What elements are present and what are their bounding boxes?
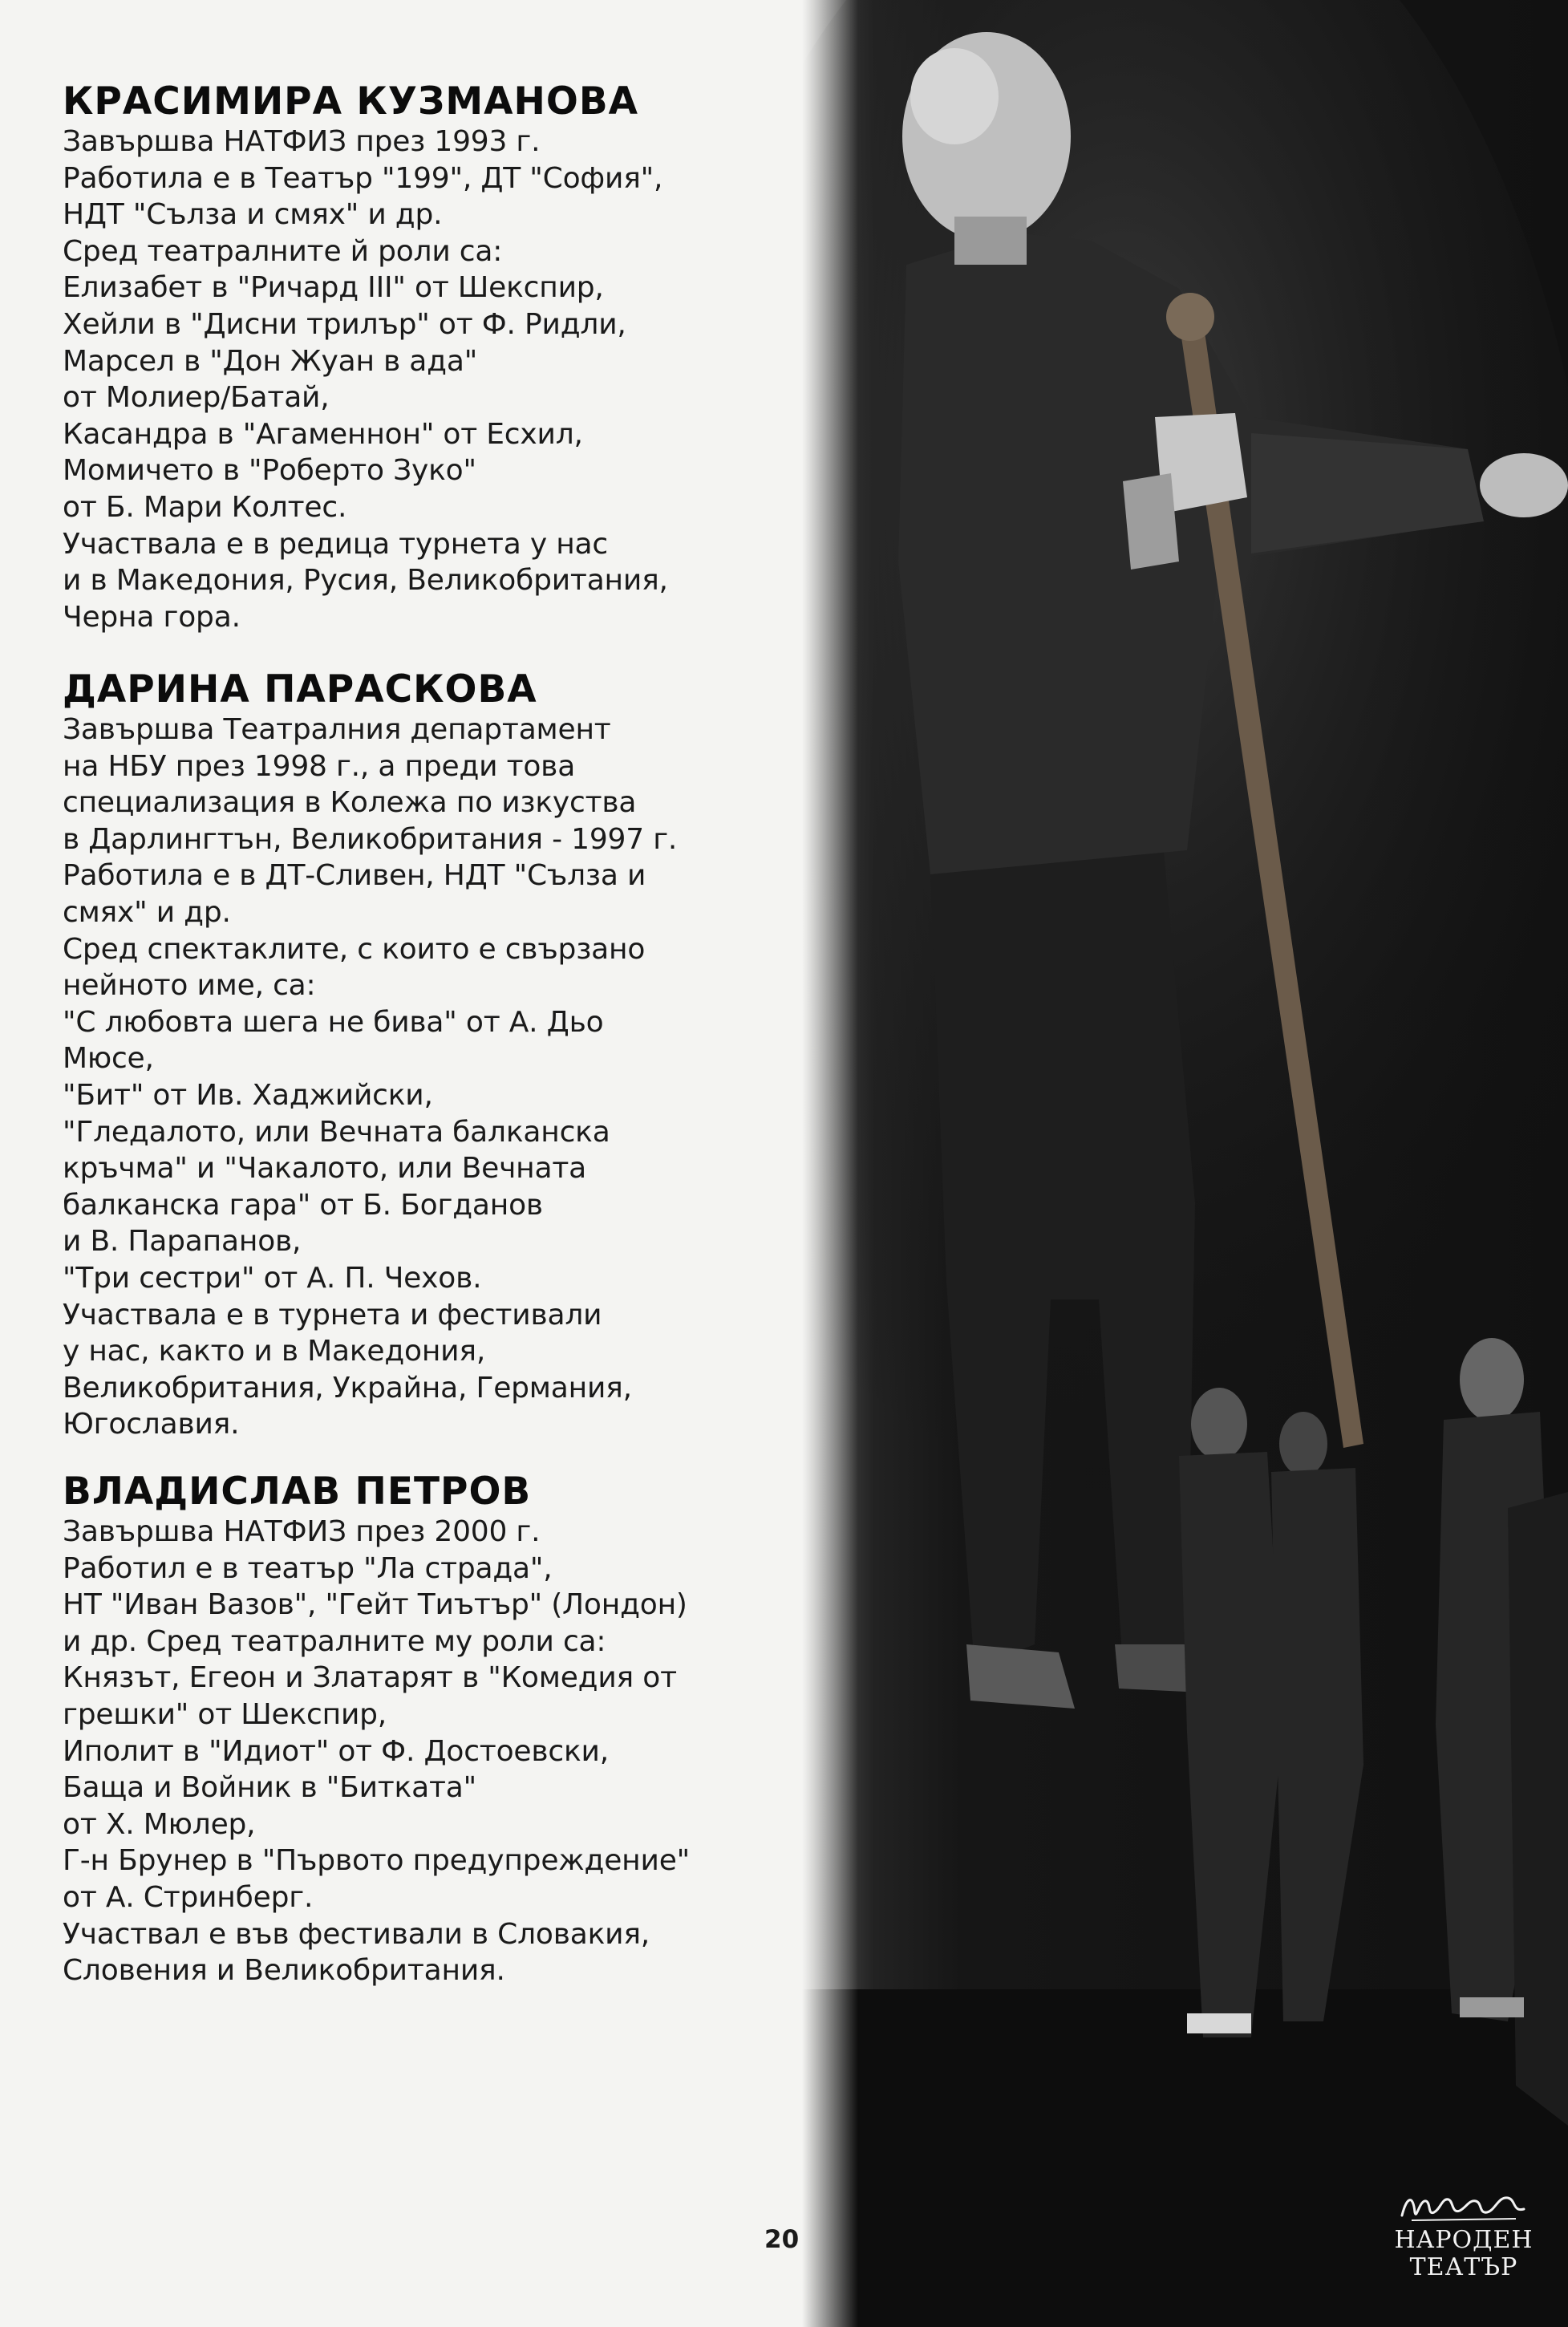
- bio-line: и в Македония, Русия, Великобритания,: [63, 564, 668, 598]
- bio-line: и др. Сред театралните му роли са:: [63, 1624, 606, 1658]
- bio-section-3: [63, 1470, 784, 1989]
- bio-line: Момичето в "Роберто Зуко": [63, 454, 476, 488]
- bio-line: Участвал е във фестивали в Словакия,: [63, 1917, 650, 1951]
- bio-line: Черна гора.: [63, 600, 241, 634]
- bio-line: Великобритания, Украйна, Германия,: [63, 1371, 632, 1405]
- bio-line: специализация в Колежа по изкуства: [63, 786, 637, 820]
- bio-line: Касандра в "Агаменнон" от Есхил,: [63, 417, 583, 451]
- bio-line: и В. Парапанов,: [63, 1225, 302, 1259]
- bio-line: Марсел в "Дон Жуан в ада": [63, 344, 478, 378]
- bio-line: в Дарлингтън, Великобритания - 1997 г.: [63, 822, 678, 856]
- bio-line: нейното име, са:: [63, 969, 316, 1003]
- bio-line: грешки" от Шекспир,: [63, 1697, 387, 1731]
- bio-line: от Х. Мюлер,: [63, 1807, 256, 1841]
- bio-line: Участвала е в турнета и фестивали: [63, 1298, 602, 1332]
- bio-line: "Гледалото, или Вечната балканска: [63, 1115, 610, 1149]
- bio-name-heading: КРАСИМИРА КУЗМАНОВА: [63, 79, 639, 124]
- bio-line: Сред театралните й роли са:: [63, 234, 503, 268]
- bio-section-1: [63, 80, 784, 635]
- bio-section-2: [63, 668, 784, 1443]
- bio-line: НТ "Иван Вазов", "Гейт Тиътър" (Лондон): [63, 1588, 687, 1622]
- bio-line: Завършва Театралния департамент: [63, 713, 611, 746]
- logo-line-2: ТЕАТЪР: [1409, 2253, 1518, 2281]
- bio-line: на НБУ през 1998 г., а преди това: [63, 749, 576, 783]
- bio-line: у нас, както и в Македония,: [63, 1335, 486, 1368]
- bio-line: НДТ "Сълза и смях" и др.: [63, 198, 443, 232]
- bio-line: Работила е в Театър "199", ДТ "София",: [63, 161, 663, 195]
- bio-line: Завършва НАТФИЗ през 2000 г.: [63, 1515, 541, 1548]
- bio-text: [63, 711, 784, 1443]
- bio-line: Баща и Войник в "Битката": [63, 1771, 476, 1805]
- bio-line: Иполит в "Идиот" от Ф. Достоевски,: [63, 1734, 609, 1768]
- bio-line: "С любовта шега не бива" от А. Дьо: [63, 1005, 604, 1039]
- bio-name-heading: ВЛАДИСЛАВ ПЕТРОВ: [63, 1470, 532, 1514]
- bio-line: от Б. Мари Колтес.: [63, 490, 347, 524]
- bio-line: Югославия.: [63, 1408, 240, 1441]
- bio-line: Елизабет в "Ричард III" от Шекспир,: [63, 271, 604, 305]
- bio-line: Словения и Великобритания.: [63, 1954, 505, 1988]
- bio-line: Участвала е в редица турнета у нас: [63, 527, 608, 561]
- bio-line: смях" и др.: [63, 895, 231, 929]
- bio-line: Завършва НАТФИЗ през 1993 г.: [63, 125, 541, 158]
- bio-line: "Три сестри" от А. П. Чехов.: [63, 1261, 482, 1295]
- bio-line: Г-н Брунер в "Първото предупреждение": [63, 1844, 690, 1878]
- bio-line: от А. Стринберг.: [63, 1880, 314, 1914]
- bio-line: Работил е в театър "Ла страда",: [63, 1551, 553, 1585]
- bio-line: балканска гара" от Б. Богданов: [63, 1188, 543, 1222]
- bio-line: Мюсе,: [63, 1042, 154, 1076]
- page-number: 20: [764, 2225, 800, 2254]
- logo-line-1: НАРОДЕН: [1394, 2226, 1534, 2254]
- bio-line: Хейли в "Дисни трилър" от Ф. Ридли,: [63, 307, 626, 341]
- theatre-logo: [1384, 2188, 1544, 2309]
- bio-line: Работила е в ДТ-Сливен, НДТ "Сълза и: [63, 859, 646, 893]
- bio-line: Князът, Егеон и Златарят в "Комедия от: [63, 1661, 677, 1695]
- bio-line: "Бит" от Ив. Хаджийски,: [63, 1078, 433, 1112]
- bio-text: [63, 124, 784, 635]
- bio-line: Сред спектаклите, с които е свързано: [63, 932, 646, 966]
- bio-name-heading: ДАРИНА ПАРАСКОВА: [63, 667, 537, 711]
- bio-line: от Молиер/Батай,: [63, 381, 330, 415]
- bio-line: кръчма" и "Чакалото, или Вечната: [63, 1152, 586, 1186]
- bio-text: [63, 1514, 784, 1989]
- theatre-signature-logo-icon: [1396, 2188, 1532, 2227]
